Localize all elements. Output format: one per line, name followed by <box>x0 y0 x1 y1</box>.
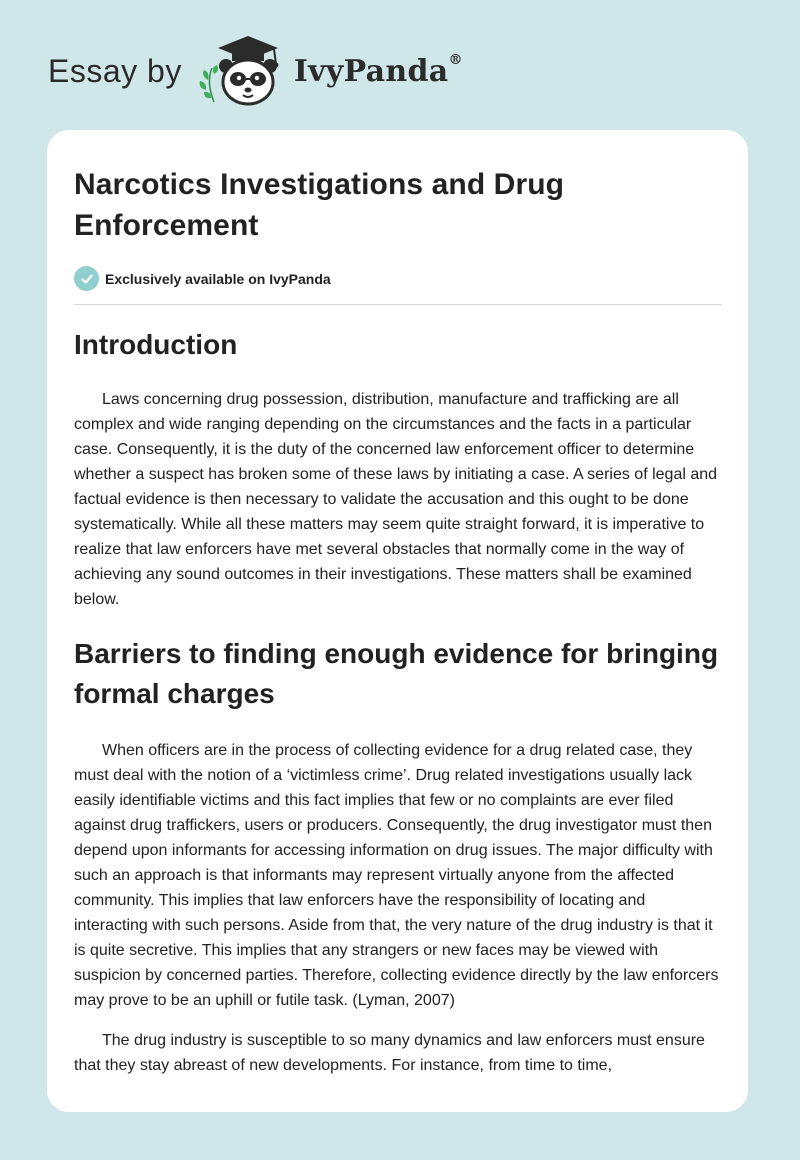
brand-header[interactable] <box>48 34 463 108</box>
section-barriers <box>74 634 722 1078</box>
section-heading: Barriers to finding enough evidence for bringing formal charges <box>74 638 719 709</box>
paragraph: Laws concerning drug possession, distribution, manufacture and trafficking are all complex and wide ranging depending on the circumstances and the facts in a particular case. Consequently, it is the duty of the concerned law enforcement officer to determine whether a suspect has broken some of these laws by initiating a case. A series of legal and factual evidence is then necessary to validate the accusation and this ought to be done systematically. While all these matters may seem quite straight forward, it is imperative to realize that law enforcers have met several obstacles that normally come in the way of achieving any sound outcomes in their investigations. These matters shall be examined below. <box>74 391 718 608</box>
exclusive-badge <box>74 266 722 291</box>
paragraph: When officers are in the process of collecting evidence for a drug related case, they must deal with the notion of a ‘victimless crime’. Drug related investigations usually lack easily identifiable victims and this fact implies that few or no complaints are ever filed against drug traffickers, users or producers. Consequently, the drug investigator must then depend upon informants for accessing information on drug issues. The major difficulty with such an approach is that informants may represent virtually anyone from the affected community. This implies that law enforcers have the responsibility of locating and interacting with such persons. Aside from that, the very nature of the drug industry is that it is quite secretive. This implies that any strangers or new faces may be viewed with suspicion by concerned parties. Therefore, collecting evidence directly by the law enforcers may prove to be an uphill or futile task. (Lyman, 2007) <box>74 742 719 1009</box>
section-heading: Introduction <box>74 329 238 360</box>
brand-name: IvyPanda® <box>293 51 463 89</box>
essay-title: Narcotics Investigations and Drug Enforcement <box>74 168 565 242</box>
panda-graduate-icon <box>196 34 294 108</box>
paragraph: The drug industry is susceptible to so many dynamics and law enforcers must ensure that they stay abreast of new developments. For instance, from time to time, <box>74 1032 705 1074</box>
essay-card <box>47 130 748 1112</box>
check-circle-icon <box>74 266 99 291</box>
divider <box>74 304 722 305</box>
essay-by-label: Essay by <box>48 52 182 89</box>
exclusive-badge-label: Exclusively available on IvyPanda <box>105 270 331 287</box>
section-introduction <box>74 325 722 612</box>
